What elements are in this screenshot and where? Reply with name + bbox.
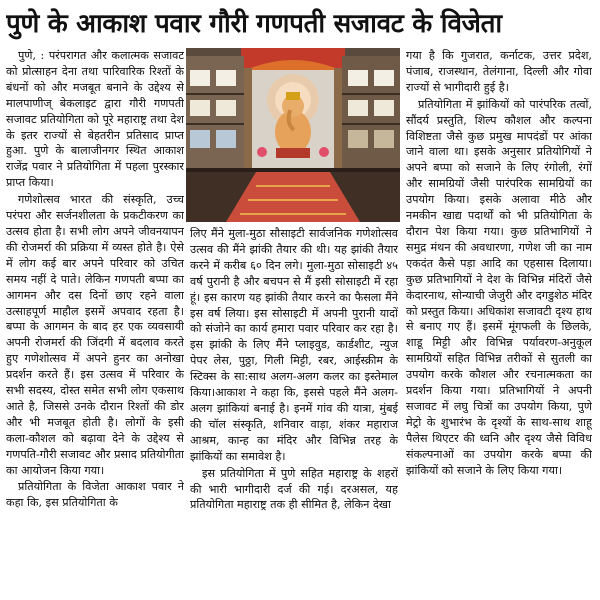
- paragraph: इस प्रतियोगिता में पुणे सहित महाराष्ट्र के शहरों की भारी भागीदारी दर्ज की गई। दरअसल, यह प्रतियोगिता महाराष्ट्र तक ही सीमित है, लेकिन देखा: [190, 466, 398, 512]
- article-column-1: [6, 48, 184, 596]
- paragraph: लिए मैंने मुला-मुठा सौसाइटी सार्वजनिक गणेशोत्सव उत्सव की मैंने झांकी तैयार की थी। यह झांकी तैयार करने में करीब ६० दिन लगे। मुला-मुठा सोसाइटी ४५ वर्ष पुरानी है और बचपन से मैं इसी सोसाइटी में रहा हूं। इस कारण यह झांकी तैयार करने का फैसला मैंने इस वर्ष लिया। इस सोसाइटी में अपनी पुरानी यादों को संजोने का कार्य हमारा पवार परिवार कर रहा है। इस झांकी के लिए मैंने प्लाइवुड, कार्डशीट, न्युज पेपर लेस, पुठ्ठा, गिली मिट्टी, रबर, आईस्क्रीम के स्टिक्स के सा:साथ अलग-अलग कलर का इस्तेमाल किया।आकाश ने कहा कि, इससे पहले मैंने अलग-अलग झांकियां बनाई है। इनमें गांव की यात्रा, मुंबई की चॉल संस्कृति, शनिवार वाड़ा, शंकर महाराज आश्रम, कान्ह का मंदिर और विभिन्न तरह के झांकियों का समावेश है।: [190, 227, 398, 463]
- paragraph: पुणे, : परंपरागत और कलात्मक सजावट को प्रोत्साहन देना तथा पारिवारिक रिश्तों के बंधनों को और मजबूत बनाने के उद्देश्य से मालपाणीज् बेकलाइट द्वारा गौरी गणपती सजावट प्रतियोगिता को पूरे महाराष्ट्र तथा देश के इतर राज्यों से बेहतरीन प्रतिसाद प्राप्त हुआ. पुणे के बालाजीनगर स्थित आकाश राजेंद्र पवार ने प्रतियोगिता में पहला पुरस्कार प्राप्त किया।: [6, 49, 184, 190]
- article-column-2: [190, 226, 398, 596]
- headline: पुणे के आकाश पवार गौरी गणपती सजावट के विजेता: [6, 9, 502, 39]
- paragraph: प्रतियोगिता में झांकियों को पारंपरिक तत्वों, सौंदर्य प्रस्तुति, शिल्प कौशल और कल्पना विशिष्टता जैसे कुछ प्रमुख मापदंडों पर आंका जाने वाला था। इसके अनुसार प्रतियोगियों ने अपने बप्पा को सजाने के लिए रंगोली, रंगों और सामग्रियों जैसी पारंपरिक सामग्रियों का उपयोग किया। इसके अलावा मीठे और नमकीन खाद्य पदार्थों को भी प्रतियोगिता के दौरान पेश किया गया। कुछ प्रतिभागियों ने समुद्र मंथन की अवधारणा, गणेश जी का नाम एकदंत कैसे पड़ा आदि का एहसास दिलाया।कुछ प्रतिभागियों ने देश के विभिन्न मंदिरों जैसे केदारनाथ, सोन्याची जेजुरी और दगडुशेठ मंदिर को प्रस्तुत किया। अधिकांश सजावटी दृश्य हाथ से बनाए गए हैं। इसमें मूंगफली के छिलके, शाडू मिट्टी और विभिन्न पर्यावरण-अनुकूल सामग्रियों सहित विभिन्न तरीकों से सुतली का उपयोग करके कौशल और रचनात्मकता का प्रदर्शन किया गया। प्रतिभागियों ने अपनी सजावट में लघु चित्रों का उपयोग किया, पुणे मेट्रो के शुभारंभ के दृश्यों के साथ-साथ शाहू पैलेस थिएटर की ध्वनि और दृश्य जैसे विविध संकल्पनाओं का उपयोग करके बप्पा की झांकियों को सजाने के लिए किया गया।: [406, 97, 592, 477]
- article-column-3: [406, 48, 592, 596]
- paragraph: प्रतियोगिता के विजेता आकाश पवार ने कहा कि, इस प्रतियोगिता के: [6, 480, 184, 510]
- ganesh-tableau-illustration: [186, 48, 400, 222]
- paragraph: गया है कि गुजरात, कर्नाटक, उत्तर प्रदेश, पंजाब, राजस्थान, तेलंगाना, दिल्ली और गोवा राज्यों से भागीदारी हुई है।: [406, 49, 592, 94]
- paragraph: गणेशोत्सव भारत की संस्कृति, उच्च परंपरा और सर्जनशीलता के प्रकटीकरण का उत्सव होता है। सभी लोग अपने जीवनयापन की रोजमर्रा की प्रक्रिया में व्यस्त होते है। ऐसे में लोग कई बार अपने परिवार को उचित समय नहीं दे पाते। लेकिन गणपती बप्पा का आगमन और दस दिनों छाए रहने वाला उत्साहपूर्ण माहौल इसमें अपवाद रहता है। बप्पा के आगमन के बाद हर एक व्यवसायी अपनी रोजमर्रा की जिंदगी में बदलाव करते हुए गणेशोत्सव में अपने हुनर का अनोखा प्रदर्शन करते हैं। इस उत्सव में परिवार के सभी सदस्य, दोस्त समेत सभी लोग एकसाथ आते है, जिससे उनके दौरान रिश्तों की डोर और भी मजबूत होती है। लोगों के इसी कला-कौशल को बढ़ावा देने के उद्देश्य से गणपति-गौरी सजावट और प्रसाद प्रतियोगीता का आयोजन किया गया।: [6, 193, 184, 477]
- article-photo: [186, 48, 400, 222]
